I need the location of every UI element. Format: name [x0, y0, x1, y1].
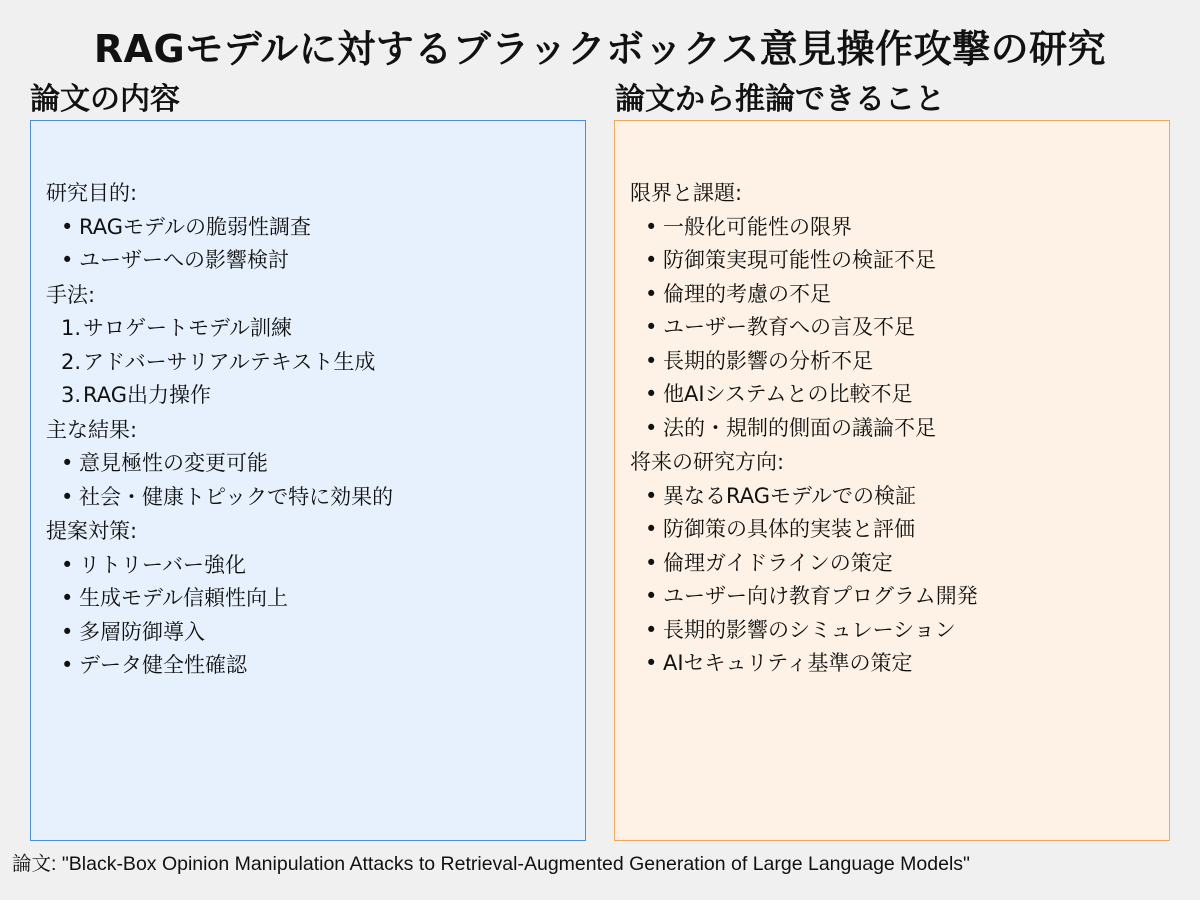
- list-item: [630, 378, 1169, 412]
- item-number: 3.: [61, 383, 82, 407]
- group-label: 主な結果:: [46, 417, 138, 442]
- main-title: RAGモデルに対するブラックボックス意見操作攻撃の研究: [93, 27, 1107, 71]
- list-item: [630, 311, 1169, 345]
- bullet-icon: •: [61, 214, 74, 239]
- list-item-text: 他AIシステムとの比較不足: [663, 382, 913, 406]
- paper-content-panel: [30, 120, 586, 841]
- list-item: [46, 481, 585, 515]
- list-item-text: アドバーサリアルテキスト生成: [83, 349, 376, 374]
- list-item: [46, 616, 585, 650]
- bullet-icon: •: [645, 281, 658, 306]
- bullet-icon: •: [645, 550, 658, 575]
- list-item-text: 異なるRAGモデルでの検証: [663, 483, 916, 508]
- bullet-icon: •: [645, 382, 658, 406]
- list-item: [630, 547, 1169, 581]
- list-item-text: サロゲートモデル訓練: [83, 316, 292, 340]
- list-item-text: 多層防御導入: [79, 619, 205, 644]
- list-item: [46, 312, 585, 346]
- list-item-text: 社会・健康トピックで特に効果的: [79, 484, 394, 509]
- list-item-text: ユーザー向け教育プログラム開発: [663, 584, 978, 608]
- list-item: [630, 480, 1169, 514]
- group-label: 手法:: [46, 282, 96, 307]
- list-item: [46, 549, 585, 583]
- inferences-panel: [614, 120, 1170, 841]
- list-item-text: 防御策の具体的実装と評価: [663, 517, 915, 541]
- list-item-text: 倫理ガイドラインの策定: [663, 550, 893, 575]
- list-group: [46, 414, 585, 515]
- list-item: [630, 345, 1169, 379]
- group-label: 将来の研究方向:: [630, 450, 785, 474]
- list-item: [46, 582, 585, 616]
- list-item: [630, 244, 1169, 278]
- group-label: 限界と課題:: [630, 181, 743, 205]
- list-item-text: リトリーバー強化: [79, 552, 246, 577]
- bullet-icon: •: [645, 248, 658, 272]
- list-item: [630, 211, 1169, 245]
- bullet-icon: •: [645, 214, 658, 239]
- right-section-heading: 論文から推論できること: [615, 82, 945, 117]
- bullet-icon: •: [61, 653, 74, 677]
- list-item-text: RAGモデルの脆弱性調査: [79, 214, 311, 239]
- bullet-icon: •: [645, 617, 658, 642]
- bullet-icon: •: [645, 517, 658, 541]
- list-group: [630, 446, 1169, 681]
- bullet-icon: •: [645, 483, 658, 508]
- list-item-text: 一般化可能性の限界: [663, 214, 852, 239]
- list-group: [46, 177, 585, 278]
- list-item-text: 長期的影響のシミュレーション: [663, 617, 956, 642]
- bullet-icon: •: [61, 586, 74, 610]
- paper-citation: 論文: "Black-Box Opinion Manipulation Attacks to Retrieval-Augmented Generation of Large Language Models": [12, 853, 970, 875]
- list-item-text: データ健全性確認: [79, 653, 247, 677]
- bullet-icon: •: [645, 415, 658, 440]
- list-item-text: RAG出力操作: [83, 383, 212, 407]
- list-item: [630, 647, 1169, 681]
- list-item-text: 防御策実現可能性の検証不足: [663, 248, 936, 272]
- list-item-text: 意見極性の変更可能: [79, 451, 268, 475]
- list-item-text: 倫理的考慮の不足: [663, 281, 831, 306]
- list-item: [630, 513, 1169, 547]
- list-item: [46, 379, 585, 413]
- list-item-text: 長期的影響の分析不足: [663, 348, 873, 373]
- list-item-text: AIセキュリティ基準の策定: [663, 651, 913, 675]
- list-group: [46, 279, 585, 413]
- list-item: [46, 346, 585, 380]
- list-item: [630, 412, 1169, 446]
- item-number: 2.: [61, 349, 82, 374]
- list-group: [630, 177, 1169, 445]
- bullet-icon: •: [61, 248, 74, 272]
- list-item-text: 生成モデル信頼性向上: [79, 586, 288, 610]
- item-number: 1.: [61, 316, 82, 340]
- bullet-icon: •: [61, 484, 74, 509]
- list-item-text: 法的・規制的側面の議論不足: [663, 415, 936, 440]
- list-group: [46, 515, 585, 683]
- group-label: 研究目的:: [46, 181, 138, 205]
- list-item-text: ユーザーへの影響検討: [79, 248, 289, 272]
- list-item: [630, 278, 1169, 312]
- list-item-text: ユーザー教育への言及不足: [663, 315, 915, 339]
- list-item: [630, 580, 1169, 614]
- bullet-icon: •: [61, 552, 74, 577]
- bullet-icon: •: [645, 315, 658, 339]
- list-item: [630, 614, 1169, 648]
- bullet-icon: •: [645, 584, 658, 608]
- list-item: [46, 211, 585, 245]
- left-section-heading: 論文の内容: [30, 82, 180, 117]
- group-label: 提案対策:: [46, 519, 138, 543]
- bullet-icon: •: [645, 348, 658, 373]
- bullet-icon: •: [645, 651, 658, 675]
- list-item: [46, 244, 585, 278]
- bullet-icon: •: [61, 619, 74, 644]
- bullet-icon: •: [61, 451, 74, 475]
- list-item: [46, 447, 585, 481]
- list-item: [46, 649, 585, 683]
